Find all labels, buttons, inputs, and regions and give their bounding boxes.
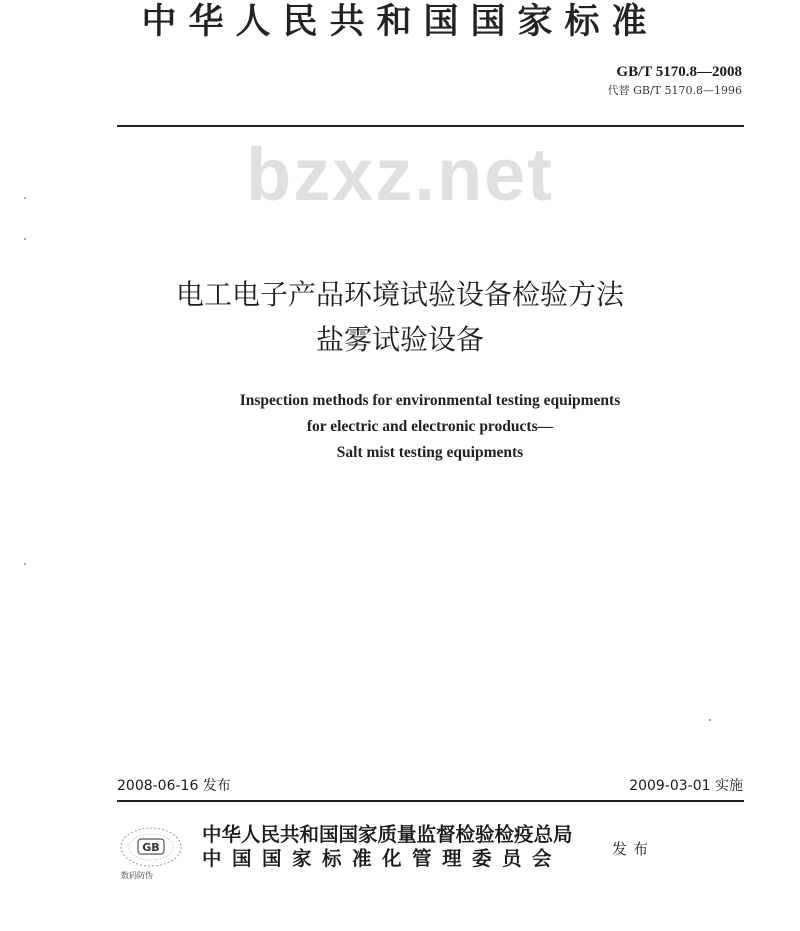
english-title	[0, 388, 800, 466]
publish-label: 发布	[612, 840, 655, 858]
national-standard-header: 中华人民共和国国家标准	[141, 1, 659, 42]
issue-date: 2008-06-16 发布	[117, 778, 231, 794]
english-title-line-3: Salt mist testing equipments	[336, 444, 524, 461]
issuing-authorities	[202, 823, 573, 871]
chinese-title-line-2: 盐雾试验设备	[315, 323, 484, 356]
scan-speck	[24, 563, 26, 565]
logo-mark: GB	[142, 841, 160, 854]
english-title-line-1: Inspection methods for environmental testing equipments	[239, 392, 621, 409]
english-title-line-2: for electric and electronic products—	[306, 418, 554, 435]
chinese-title	[0, 272, 800, 362]
bottom-divider	[117, 800, 744, 802]
standard-number-block	[608, 64, 742, 98]
standard-number: GB/T 5170.8—2008	[616, 64, 742, 80]
issuer-aqsiq: 中华人民共和国国家质量监督检验检疫总局	[202, 823, 573, 846]
issuer-sac: 中国国家标准化管理委员会	[202, 847, 563, 870]
scan-speck	[24, 238, 26, 240]
replaces-standard: 代替 GB/T 5170.8—1996	[607, 84, 742, 97]
implementation-date: 2009-03-01 实施	[629, 778, 743, 794]
top-divider	[117, 125, 744, 127]
chinese-title-line-1: 电工电子产品环境试验设备检验方法	[175, 278, 624, 311]
watermark: bzxz.net	[246, 133, 554, 216]
scan-speck	[24, 197, 26, 199]
logo-caption: 数码防伪	[121, 871, 153, 880]
scan-speck	[709, 719, 711, 721]
